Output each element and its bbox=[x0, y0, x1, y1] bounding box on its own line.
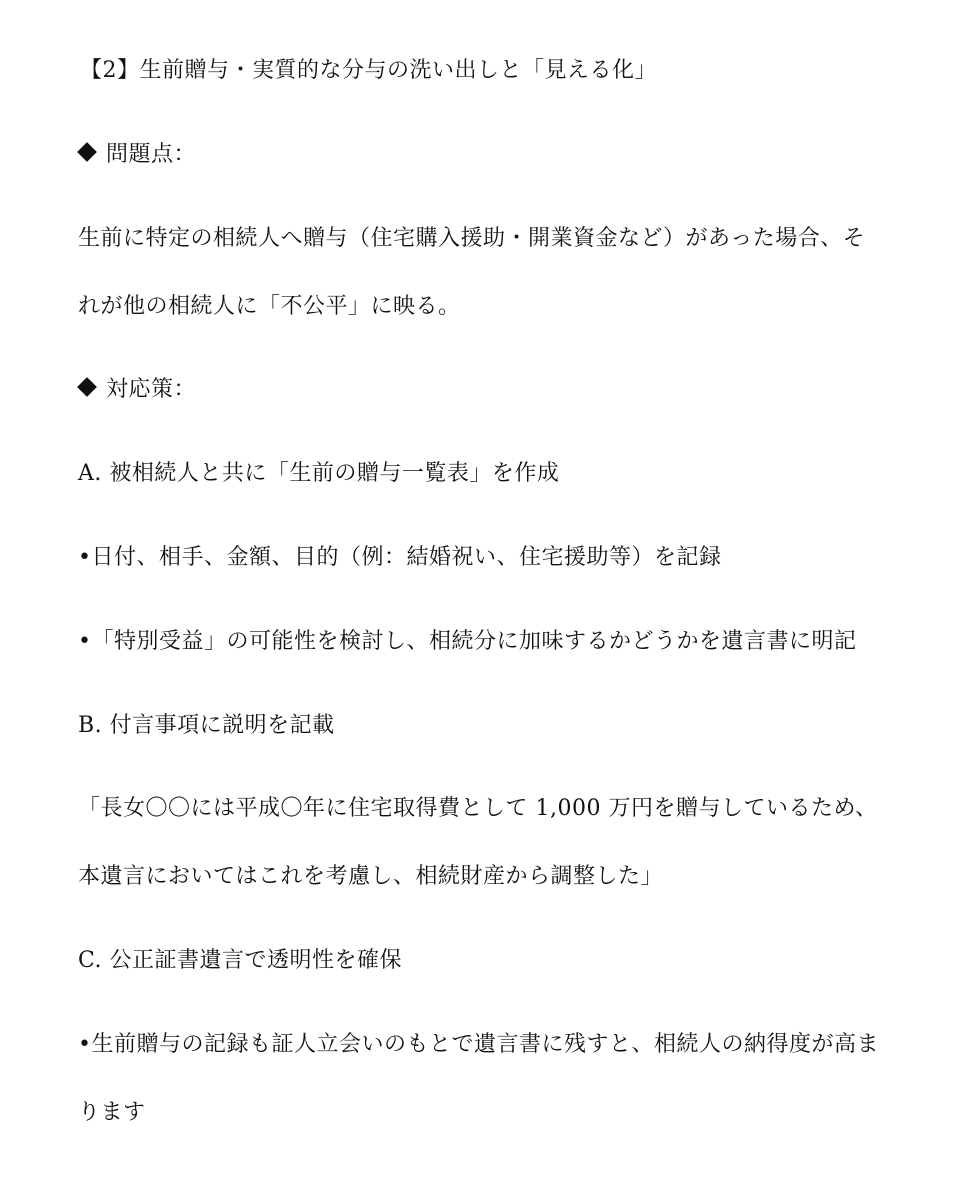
measures-label: 対応策： bbox=[106, 377, 197, 402]
problem-label-row bbox=[74, 140, 196, 170]
problem-text-line-2: れが他の相続人に「不公平」に映る。 bbox=[78, 294, 461, 319]
section-a-bullet-1: •日付、相手、金額、目的（例：結婚祝い、住宅援助等）を記録 bbox=[78, 545, 722, 570]
section-b-title: B. 付言事項に説明を記載 bbox=[78, 713, 335, 738]
section-c-bullet-line-1: •生前贈与の記録も証人立会いのもとで遺言書に残すと、相続人の納得度が高ま bbox=[78, 1032, 879, 1057]
measures-label-row bbox=[74, 375, 196, 405]
section-b-quote-line-2: 本遺言においてはこれを考慮し、相続財産から調整した」 bbox=[78, 864, 664, 889]
section-a-bullet-2: •「特別受益」の可能性を検討し、相続分に加味するかどうかを遺言書に明記 bbox=[78, 629, 857, 654]
diamond-bullet-icon bbox=[77, 142, 97, 162]
problem-text-line-1: 生前に特定の相続人へ贈与（住宅購入援助・開業資金など）があった場合、そ bbox=[78, 226, 866, 251]
section-b-quote-line-1: 「長女〇〇には平成〇年に住宅取得費として 1,000 万円を贈与しているため、 bbox=[78, 796, 878, 821]
section-a-title: A. 被相続人と共に「生前の贈与一覧表」を作成 bbox=[78, 461, 560, 486]
diamond-bullet-icon bbox=[77, 377, 97, 397]
section-heading: 【2】生前贈与・実質的な分与の洗い出しと「見える化」 bbox=[80, 58, 657, 83]
section-c-title: C. 公正証書遺言で透明性を確保 bbox=[78, 948, 403, 973]
problem-label: 問題点： bbox=[106, 142, 197, 167]
section-c-bullet-line-2: ります bbox=[78, 1100, 146, 1125]
